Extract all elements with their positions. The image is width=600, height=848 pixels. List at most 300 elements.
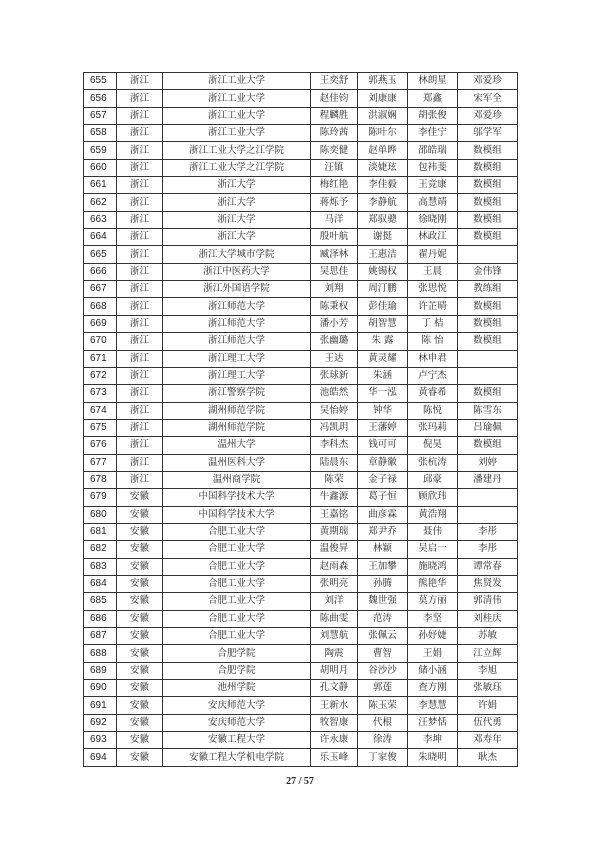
member-2-cell: 徐涛 [358, 732, 408, 749]
advisor-cell: 数模组 [458, 298, 518, 315]
advisor-cell: 教练组 [458, 281, 518, 298]
table-row [84, 142, 518, 159]
school-cell: 合肥工业大学 [163, 593, 311, 610]
member-2-cell: 周汀鹏 [358, 281, 408, 298]
advisor-cell: 许娟 [458, 697, 518, 714]
member-1-cell: 王新水 [311, 697, 358, 714]
member-3-cell: 储小涵 [408, 662, 458, 679]
row-number: 680 [84, 506, 117, 523]
province-cell: 浙江 [117, 125, 163, 142]
member-3-cell: 施晓鸿 [408, 558, 458, 575]
advisor-cell [458, 350, 518, 367]
table-row [84, 575, 518, 592]
member-2-cell: 彭佳瑜 [358, 298, 408, 315]
member-1-cell: 殷叶航 [311, 229, 358, 246]
table-row [84, 593, 518, 610]
member-1-cell: 冯凯玥 [311, 419, 358, 436]
province-cell: 浙江 [117, 142, 163, 159]
province-cell: 浙江 [117, 367, 163, 384]
table-row [84, 454, 518, 471]
school-cell: 浙江大学 [163, 229, 311, 246]
province-cell: 浙江 [117, 229, 163, 246]
table-body [84, 73, 518, 767]
province-cell: 浙江 [117, 419, 163, 436]
member-3-cell: 许芷晴 [408, 298, 458, 315]
member-1-cell: 陶震 [311, 645, 358, 662]
member-1-cell: 张明亮 [311, 575, 358, 592]
row-number: 679 [84, 489, 117, 506]
row-number: 664 [84, 229, 117, 246]
table-row [84, 229, 518, 246]
member-3-cell: 李坚 [408, 610, 458, 627]
row-number: 660 [84, 159, 117, 176]
member-3-cell: 张思悦 [408, 281, 458, 298]
table-row [84, 177, 518, 194]
province-cell: 浙江 [117, 177, 163, 194]
member-2-cell: 王加攀 [358, 558, 408, 575]
province-cell: 浙江 [117, 73, 163, 90]
advisor-cell [458, 367, 518, 384]
school-cell: 温州大学 [163, 437, 311, 454]
advisor-cell: 谭常春 [458, 558, 518, 575]
member-1-cell: 陈曲雯 [311, 610, 358, 627]
member-2-cell: 陈玉荣 [358, 697, 408, 714]
province-cell: 安徽 [117, 628, 163, 645]
advisor-cell: 陈雪东 [458, 402, 518, 419]
school-cell: 浙江大学城市学院 [163, 246, 311, 263]
school-cell: 湖州师范学院 [163, 402, 311, 419]
table-row [84, 125, 518, 142]
member-2-cell: 胡智慧 [358, 315, 408, 332]
advisor-cell: 数模组 [458, 142, 518, 159]
member-1-cell: 赵雨森 [311, 558, 358, 575]
row-number: 655 [84, 73, 117, 90]
table-row [84, 159, 518, 176]
member-2-cell: 曲彦霖 [358, 506, 408, 523]
advisor-cell: 潘建丹 [458, 471, 518, 488]
member-1-cell: 张球新 [311, 367, 358, 384]
school-cell: 温州商学院 [163, 471, 311, 488]
province-cell: 浙江 [117, 194, 163, 211]
school-cell: 湖州师范学院 [163, 419, 311, 436]
table-row [84, 73, 518, 90]
member-3-cell: 吴启一 [408, 541, 458, 558]
advisor-cell: 苏敏 [458, 628, 518, 645]
member-2-cell: 淡婕玹 [358, 159, 408, 176]
advisor-cell: 刘婷 [458, 454, 518, 471]
table-row [84, 437, 518, 454]
province-cell: 安徽 [117, 662, 163, 679]
member-3-cell: 莫方丽 [408, 593, 458, 610]
member-3-cell: 王晨 [408, 263, 458, 280]
member-2-cell: 葛子恒 [358, 489, 408, 506]
member-3-cell: 郑鑫 [408, 90, 458, 107]
table-row [84, 714, 518, 731]
table-row [84, 680, 518, 697]
advisor-cell: 金伟锋 [458, 263, 518, 280]
member-3-cell: 熊艳华 [408, 575, 458, 592]
member-2-cell: 魏世强 [358, 593, 408, 610]
member-1-cell: 陈秉权 [311, 298, 358, 315]
row-number: 665 [84, 246, 117, 263]
member-2-cell: 谢挺 [358, 229, 408, 246]
province-cell: 安徽 [117, 697, 163, 714]
row-number: 659 [84, 142, 117, 159]
member-3-cell: 汪梦恬 [408, 714, 458, 731]
province-cell: 安徽 [117, 610, 163, 627]
row-number: 669 [84, 315, 117, 332]
school-cell: 合肥工业大学 [163, 628, 311, 645]
member-2-cell: 陈叶尔 [358, 125, 408, 142]
school-cell: 浙江师范大学 [163, 333, 311, 350]
school-cell: 浙江师范大学 [163, 298, 311, 315]
row-number: 673 [84, 385, 117, 402]
school-cell: 安庆师范大学 [163, 714, 311, 731]
school-cell: 浙江大学 [163, 177, 311, 194]
member-2-cell: 赵单晔 [358, 142, 408, 159]
table-row [84, 558, 518, 575]
row-number: 656 [84, 90, 117, 107]
province-cell: 安徽 [117, 523, 163, 540]
member-3-cell: 王娟 [408, 645, 458, 662]
school-cell: 中国科学技术大学 [163, 489, 311, 506]
table-row [84, 246, 518, 263]
province-cell: 安徽 [117, 749, 163, 766]
province-cell: 浙江 [117, 281, 163, 298]
school-cell: 合肥工业大学 [163, 558, 311, 575]
member-1-cell: 臧泽林 [311, 246, 358, 263]
member-1-cell: 黄期瑞 [311, 523, 358, 540]
table-row [84, 298, 518, 315]
member-3-cell: 卢宁杰 [408, 367, 458, 384]
advisor-cell: 数模组 [458, 229, 518, 246]
province-cell: 安徽 [117, 593, 163, 610]
member-1-cell: 孔文静 [311, 680, 358, 697]
member-3-cell: 张玛莉 [408, 419, 458, 436]
member-3-cell: 李坤 [408, 732, 458, 749]
advisor-cell: 张敏珏 [458, 680, 518, 697]
row-number: 689 [84, 662, 117, 679]
member-2-cell: 刘康康 [358, 90, 408, 107]
advisor-cell: 刘桂庆 [458, 610, 518, 627]
member-1-cell: 张幽璐 [311, 333, 358, 350]
member-2-cell: 范涛 [358, 610, 408, 627]
table-row [84, 732, 518, 749]
advisor-cell: 数模组 [458, 315, 518, 332]
table-row [84, 211, 518, 228]
member-2-cell: 洪淑娴 [358, 107, 408, 124]
advisor-cell: 数模组 [458, 194, 518, 211]
school-cell: 浙江工业大学之江学院 [163, 159, 311, 176]
member-1-cell: 吴怡婷 [311, 402, 358, 419]
table-row [84, 610, 518, 627]
advisor-cell: 宋军全 [458, 90, 518, 107]
school-cell: 合肥工业大学 [163, 610, 311, 627]
province-cell: 浙江 [117, 90, 163, 107]
advisor-cell: 郭清伟 [458, 593, 518, 610]
advisor-cell: 数模组 [458, 437, 518, 454]
advisor-cell: 邓爱珍 [458, 107, 518, 124]
member-1-cell: 许永康 [311, 732, 358, 749]
member-1-cell: 牧智康 [311, 714, 358, 731]
province-cell: 浙江 [117, 159, 163, 176]
table-row [84, 489, 518, 506]
member-2-cell: 郭燕玉 [358, 73, 408, 90]
advisor-cell: 焦贤发 [458, 575, 518, 592]
province-cell: 安徽 [117, 541, 163, 558]
member-3-cell: 孙妤婕 [408, 628, 458, 645]
member-2-cell: 王惠洁 [358, 246, 408, 263]
member-1-cell: 刘洋 [311, 593, 358, 610]
table-row [84, 628, 518, 645]
row-number: 686 [84, 610, 117, 627]
member-1-cell: 陈荣 [311, 471, 358, 488]
advisor-cell: 江立辉 [458, 645, 518, 662]
member-3-cell: 胡张俊 [408, 107, 458, 124]
member-3-cell: 黄睿希 [408, 385, 458, 402]
province-cell: 浙江 [117, 385, 163, 402]
table-row [84, 645, 518, 662]
row-number: 675 [84, 419, 117, 436]
table-row [84, 194, 518, 211]
school-cell: 安徽工程大学 [163, 732, 311, 749]
school-cell: 浙江理工大学 [163, 367, 311, 384]
province-cell: 浙江 [117, 333, 163, 350]
table-row [84, 506, 518, 523]
row-number: 687 [84, 628, 117, 645]
member-3-cell: 丁 桔 [408, 315, 458, 332]
province-cell: 浙江 [117, 437, 163, 454]
member-2-cell: 林颖 [358, 541, 408, 558]
table-row [84, 333, 518, 350]
member-2-cell: 朱 露 [358, 333, 408, 350]
province-cell: 安徽 [117, 506, 163, 523]
member-1-cell: 牛鑫源 [311, 489, 358, 506]
member-3-cell: 朱晓明 [408, 749, 458, 766]
member-1-cell: 蒋烁予 [311, 194, 358, 211]
school-cell: 合肥工业大学 [163, 523, 311, 540]
province-cell: 浙江 [117, 402, 163, 419]
row-number: 677 [84, 454, 117, 471]
school-cell: 合肥工业大学 [163, 575, 311, 592]
member-3-cell: 倪昊 [408, 437, 458, 454]
school-cell: 浙江中医药大学 [163, 263, 311, 280]
row-number: 681 [84, 523, 117, 540]
province-cell: 安徽 [117, 645, 163, 662]
advisor-cell: 李彤 [458, 523, 518, 540]
member-1-cell: 汪镇 [311, 159, 358, 176]
member-3-cell: 顾欣玮 [408, 489, 458, 506]
row-number: 663 [84, 211, 117, 228]
member-2-cell: 郑尹乔 [358, 523, 408, 540]
province-cell: 安徽 [117, 575, 163, 592]
page-number: 27 / 57 [286, 776, 314, 787]
province-cell: 安徽 [117, 732, 163, 749]
row-number: 674 [84, 402, 117, 419]
member-3-cell: 聂伟 [408, 523, 458, 540]
participant-table [83, 72, 518, 767]
member-2-cell: 章静徽 [358, 454, 408, 471]
member-1-cell: 乐玉峰 [311, 749, 358, 766]
row-number: 682 [84, 541, 117, 558]
member-1-cell: 吴思佳 [311, 263, 358, 280]
member-1-cell: 马洋 [311, 211, 358, 228]
member-2-cell: 郑驭骢 [358, 211, 408, 228]
province-cell: 浙江 [117, 246, 163, 263]
table-row [84, 350, 518, 367]
member-2-cell: 金子禄 [358, 471, 408, 488]
table-row [84, 541, 518, 558]
school-cell: 中国科学技术大学 [163, 506, 311, 523]
row-number: 692 [84, 714, 117, 731]
row-number: 667 [84, 281, 117, 298]
school-cell: 温州医科大学 [163, 454, 311, 471]
school-cell: 浙江警察学院 [163, 385, 311, 402]
row-number: 666 [84, 263, 117, 280]
member-3-cell: 陈 怡 [408, 333, 458, 350]
member-2-cell: 钱可可 [358, 437, 408, 454]
row-number: 683 [84, 558, 117, 575]
school-cell: 浙江大学 [163, 194, 311, 211]
advisor-cell: 吕瑜佩 [458, 419, 518, 436]
member-1-cell: 温俊昇 [311, 541, 358, 558]
row-number: 684 [84, 575, 117, 592]
member-3-cell: 邱豪 [408, 471, 458, 488]
member-1-cell: 陈玲茜 [311, 125, 358, 142]
member-1-cell: 陆晨东 [311, 454, 358, 471]
province-cell: 浙江 [117, 263, 163, 280]
school-cell: 浙江外国语学院 [163, 281, 311, 298]
member-1-cell: 李科杰 [311, 437, 358, 454]
row-number: 690 [84, 680, 117, 697]
member-2-cell: 黄灵耀 [358, 350, 408, 367]
member-1-cell: 胡明月 [311, 662, 358, 679]
advisor-cell: 数模组 [458, 385, 518, 402]
advisor-cell [458, 506, 518, 523]
member-3-cell: 林朗星 [408, 73, 458, 90]
table-row [84, 263, 518, 280]
school-cell: 合肥学院 [163, 645, 311, 662]
province-cell: 浙江 [117, 454, 163, 471]
advisor-cell: 邓爱珍 [458, 73, 518, 90]
table-row [84, 107, 518, 124]
table-row [84, 385, 518, 402]
member-3-cell: 包祎斐 [408, 159, 458, 176]
member-1-cell: 陈奕健 [311, 142, 358, 159]
member-3-cell: 张杭涛 [408, 454, 458, 471]
school-cell: 合肥工业大学 [163, 541, 311, 558]
member-3-cell: 林申君 [408, 350, 458, 367]
school-cell: 浙江工业大学之江学院 [163, 142, 311, 159]
row-number: 691 [84, 697, 117, 714]
province-cell: 浙江 [117, 315, 163, 332]
advisor-cell: 数模组 [458, 211, 518, 228]
province-cell: 浙江 [117, 350, 163, 367]
row-number: 678 [84, 471, 117, 488]
row-number: 676 [84, 437, 117, 454]
school-cell: 浙江大学 [163, 211, 311, 228]
table-row [84, 471, 518, 488]
province-cell: 安徽 [117, 489, 163, 506]
school-cell: 浙江工业大学 [163, 125, 311, 142]
table-row [84, 367, 518, 384]
advisor-cell: 数模组 [458, 333, 518, 350]
table-row [84, 697, 518, 714]
advisor-cell: 伍代勇 [458, 714, 518, 731]
row-number: 662 [84, 194, 117, 211]
advisor-cell: 李彤 [458, 541, 518, 558]
member-2-cell: 王藩婷 [358, 419, 408, 436]
member-3-cell: 王竞康 [408, 177, 458, 194]
advisor-cell [458, 246, 518, 263]
school-cell: 浙江理工大学 [163, 350, 311, 367]
member-2-cell: 李静航 [358, 194, 408, 211]
province-cell: 浙江 [117, 107, 163, 124]
row-number: 688 [84, 645, 117, 662]
table-row [84, 523, 518, 540]
row-number: 668 [84, 298, 117, 315]
school-cell: 合肥学院 [163, 662, 311, 679]
province-cell: 浙江 [117, 211, 163, 228]
member-1-cell: 梅红艳 [311, 177, 358, 194]
member-3-cell: 李慧慧 [408, 697, 458, 714]
member-3-cell: 高慧靖 [408, 194, 458, 211]
advisor-cell: 邓寿年 [458, 732, 518, 749]
advisor-cell: 邬学军 [458, 125, 518, 142]
member-3-cell: 徐晓刚 [408, 211, 458, 228]
member-2-cell: 谷沙沙 [358, 662, 408, 679]
member-2-cell: 华一泓 [358, 385, 408, 402]
school-cell: 浙江工业大学 [163, 90, 311, 107]
school-cell: 池州学院 [163, 680, 311, 697]
member-2-cell: 曹智 [358, 645, 408, 662]
member-2-cell: 代根 [358, 714, 408, 731]
member-2-cell: 郭莲 [358, 680, 408, 697]
member-2-cell: 张佩云 [358, 628, 408, 645]
member-3-cell: 邵皓瑞 [408, 142, 458, 159]
member-1-cell: 刘慧航 [311, 628, 358, 645]
table-row [84, 281, 518, 298]
table-row [84, 90, 518, 107]
member-3-cell: 黄浩翔 [408, 506, 458, 523]
row-number: 672 [84, 367, 117, 384]
row-number: 658 [84, 125, 117, 142]
member-2-cell: 孙腾 [358, 575, 408, 592]
province-cell: 安徽 [117, 680, 163, 697]
member-1-cell: 王奕舒 [311, 73, 358, 90]
member-3-cell: 陈悦 [408, 402, 458, 419]
school-cell: 浙江师范大学 [163, 315, 311, 332]
province-cell: 安徽 [117, 558, 163, 575]
table-row [84, 749, 518, 766]
school-cell: 浙江工业大学 [163, 107, 311, 124]
row-number: 661 [84, 177, 117, 194]
table-row [84, 402, 518, 419]
province-cell: 浙江 [117, 298, 163, 315]
row-number: 694 [84, 749, 117, 766]
member-1-cell: 刘翔 [311, 281, 358, 298]
member-2-cell: 丁家俊 [358, 749, 408, 766]
member-3-cell: 林政江 [408, 229, 458, 246]
member-3-cell: 翟丹妮 [408, 246, 458, 263]
province-cell: 安徽 [117, 714, 163, 731]
table-row [84, 315, 518, 332]
member-1-cell: 王达 [311, 350, 358, 367]
row-number: 685 [84, 593, 117, 610]
member-1-cell: 潘小芳 [311, 315, 358, 332]
advisor-cell: 耿杰 [458, 749, 518, 766]
member-1-cell: 程麟胜 [311, 107, 358, 124]
